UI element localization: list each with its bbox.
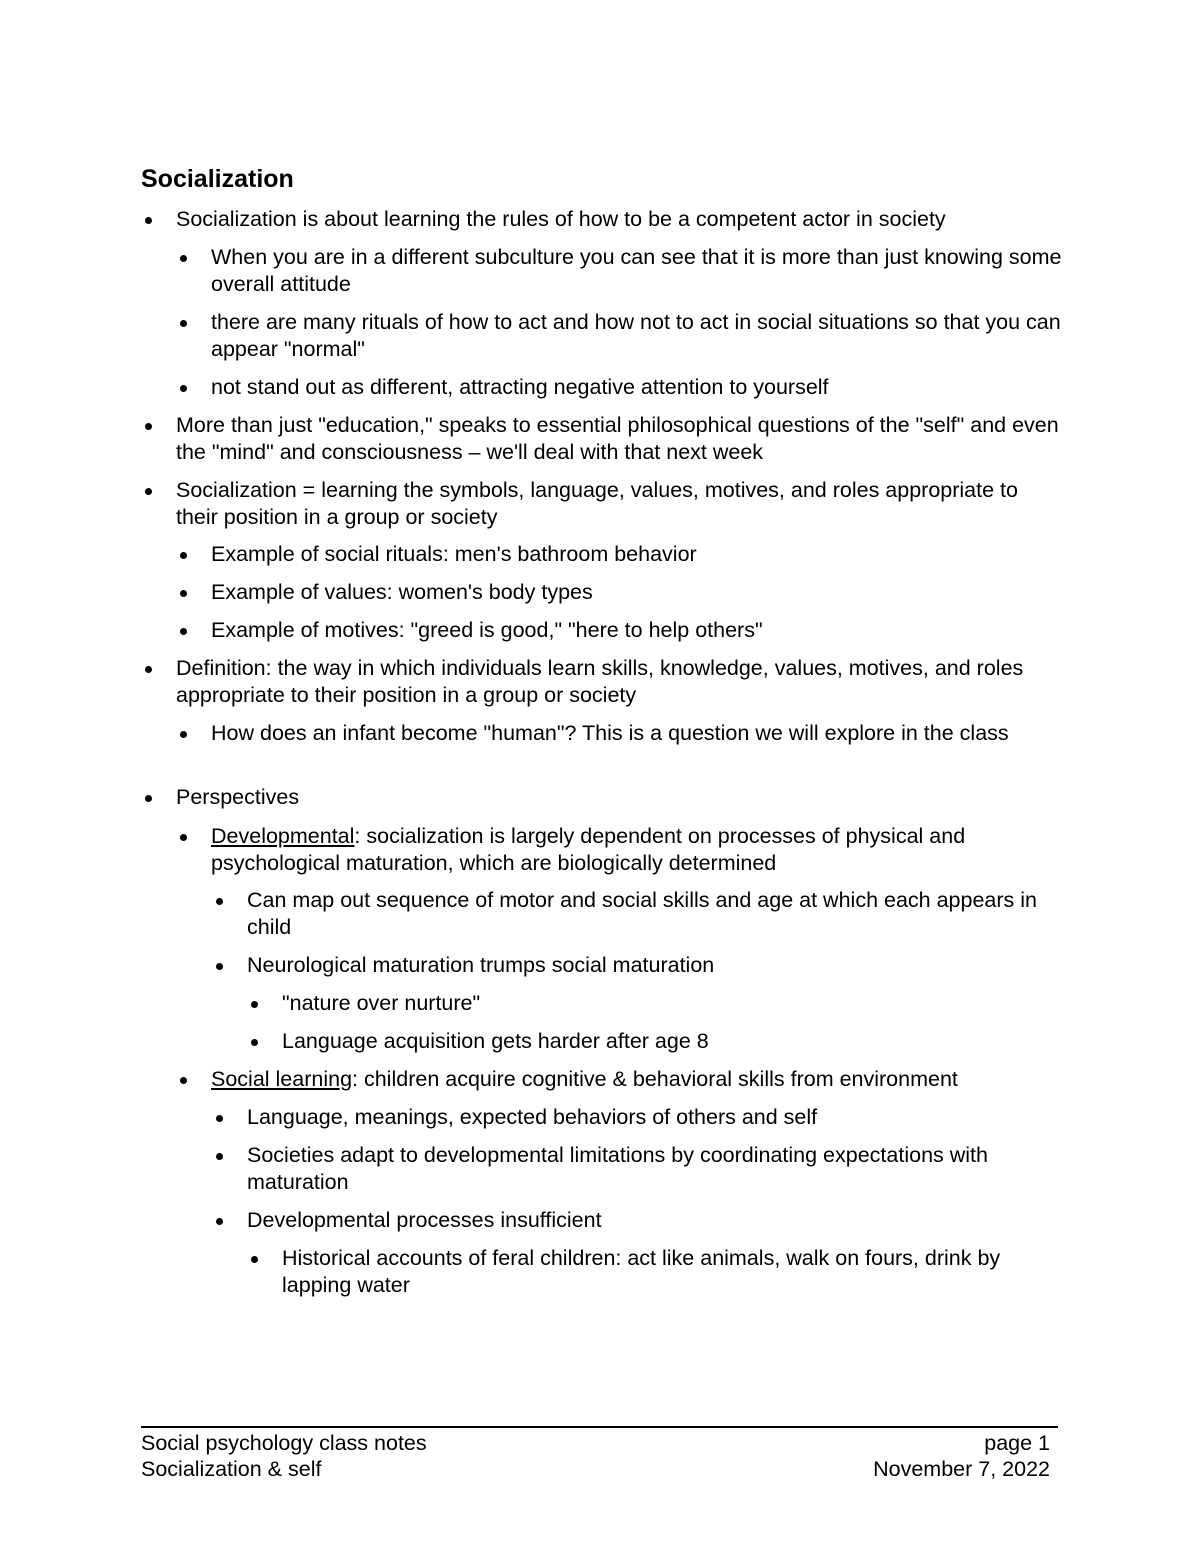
list-item-text: Example of values: women's body types [211,580,593,604]
list-item-text: Example of motives: "greed is good," "here to help others" [211,618,763,642]
bullet-icon [180,731,187,738]
list-item-text: Definition: the way in which individuals learn skills, knowledge, values, motives, and roles appropriate to their position in a group or society [176,656,1024,707]
bullet-icon [145,795,152,802]
list-item-text: How does an infant become "human"? This is a question we will explore in the class [211,721,1009,745]
list-item [211,720,1062,747]
list-item-text: Language acquisition gets harder after age 8 [282,1029,709,1053]
bullet-icon [180,552,187,559]
list-item [247,1207,1062,1234]
list-item [211,823,1062,876]
list-item-text: Perspectives [176,785,300,809]
bullet-icon [180,1077,187,1084]
list-item [176,206,1062,233]
list-item [211,374,1062,401]
list-item [176,655,1062,708]
underlined-term: Developmental [211,824,355,848]
list-item [247,1104,1062,1131]
footer-topic: Socialization & self [141,1457,322,1481]
list-item [211,1066,1062,1093]
list-item [211,244,1062,297]
list-item-text: Neurological maturation trumps social maturation [247,953,715,977]
list-item [247,887,1062,940]
footer-date: November 7, 2022 [873,1457,1050,1481]
page-title: Socialization [141,165,294,193]
underlined-term: Social learning [211,1067,353,1091]
list-item [211,579,1062,606]
bullet-icon [251,1001,258,1008]
list-item-text: Socialization = learning the symbols, language, values, motives, and roles appropriate to their position in a group or society [176,478,1018,529]
bullet-icon [251,1039,258,1046]
list-item-text: Socialization is about learning the rules of how to be a competent actor in society [176,207,946,231]
list-item-text: there are many rituals of how to act and how not to act in social situations so that you can appear "normal" [211,310,1061,361]
bullet-icon [180,320,187,327]
list-item [176,477,1062,530]
list-item [211,309,1062,362]
bullet-icon [180,255,187,262]
bullet-icon [145,423,152,430]
list-item-text: : children acquire cognitive & behavioral skills from environment [352,1067,958,1091]
list-item-text: More than just "education," speaks to essential philosophical questions of the "self" and even the "mind" and consciousness – we'll deal with that next week [176,413,1059,464]
footer-divider [141,1426,1058,1428]
bullet-icon [145,666,152,673]
bullet-icon [216,898,223,905]
bullet-icon [180,834,187,841]
list-item [211,617,1062,644]
list-item-text: Can map out sequence of motor and social skills and age at which each appears in child [247,888,1037,939]
list-item-text: Historical accounts of feral children: act like animals, walk on fours, drink by lapping water [282,1246,1001,1297]
list-item [211,541,1062,568]
list-item [247,952,1062,979]
bullet-icon [180,628,187,635]
bullet-icon [145,488,152,495]
list-item-text: Developmental processes insufficient [247,1208,602,1232]
bullet-icon [180,590,187,597]
list-item-text: Example of social rituals: men's bathroom behavior [211,542,697,566]
footer-page-number: page 1 [984,1431,1050,1455]
list-item [176,412,1062,465]
list-item-text: "nature over nurture" [282,991,481,1015]
list-item [176,784,1062,811]
bullet-icon [180,385,187,392]
list-item-text: : socialization is largely dependent on processes of physical and psychological maturation, which are biologically determined [211,824,966,875]
bullet-icon [145,217,152,224]
footer-course: Social psychology class notes [141,1431,427,1455]
list-item [282,1245,1062,1298]
list-item-text: not stand out as different, attracting negative attention to yourself [211,375,829,399]
bullet-icon [251,1256,258,1263]
list-item-text: When you are in a different subculture you can see that it is more than just knowing some overall attitude [211,245,1062,296]
bullet-icon [216,1153,223,1160]
bullet-icon [216,963,223,970]
list-item [282,990,1062,1017]
bullet-icon [216,1218,223,1225]
list-item [282,1028,1062,1055]
list-item [247,1142,1062,1195]
bullet-icon [216,1115,223,1122]
list-item-text: Societies adapt to developmental limitations by coordinating expectations with maturation [247,1143,988,1194]
list-item-text: Language, meanings, expected behaviors of others and self [247,1105,818,1129]
